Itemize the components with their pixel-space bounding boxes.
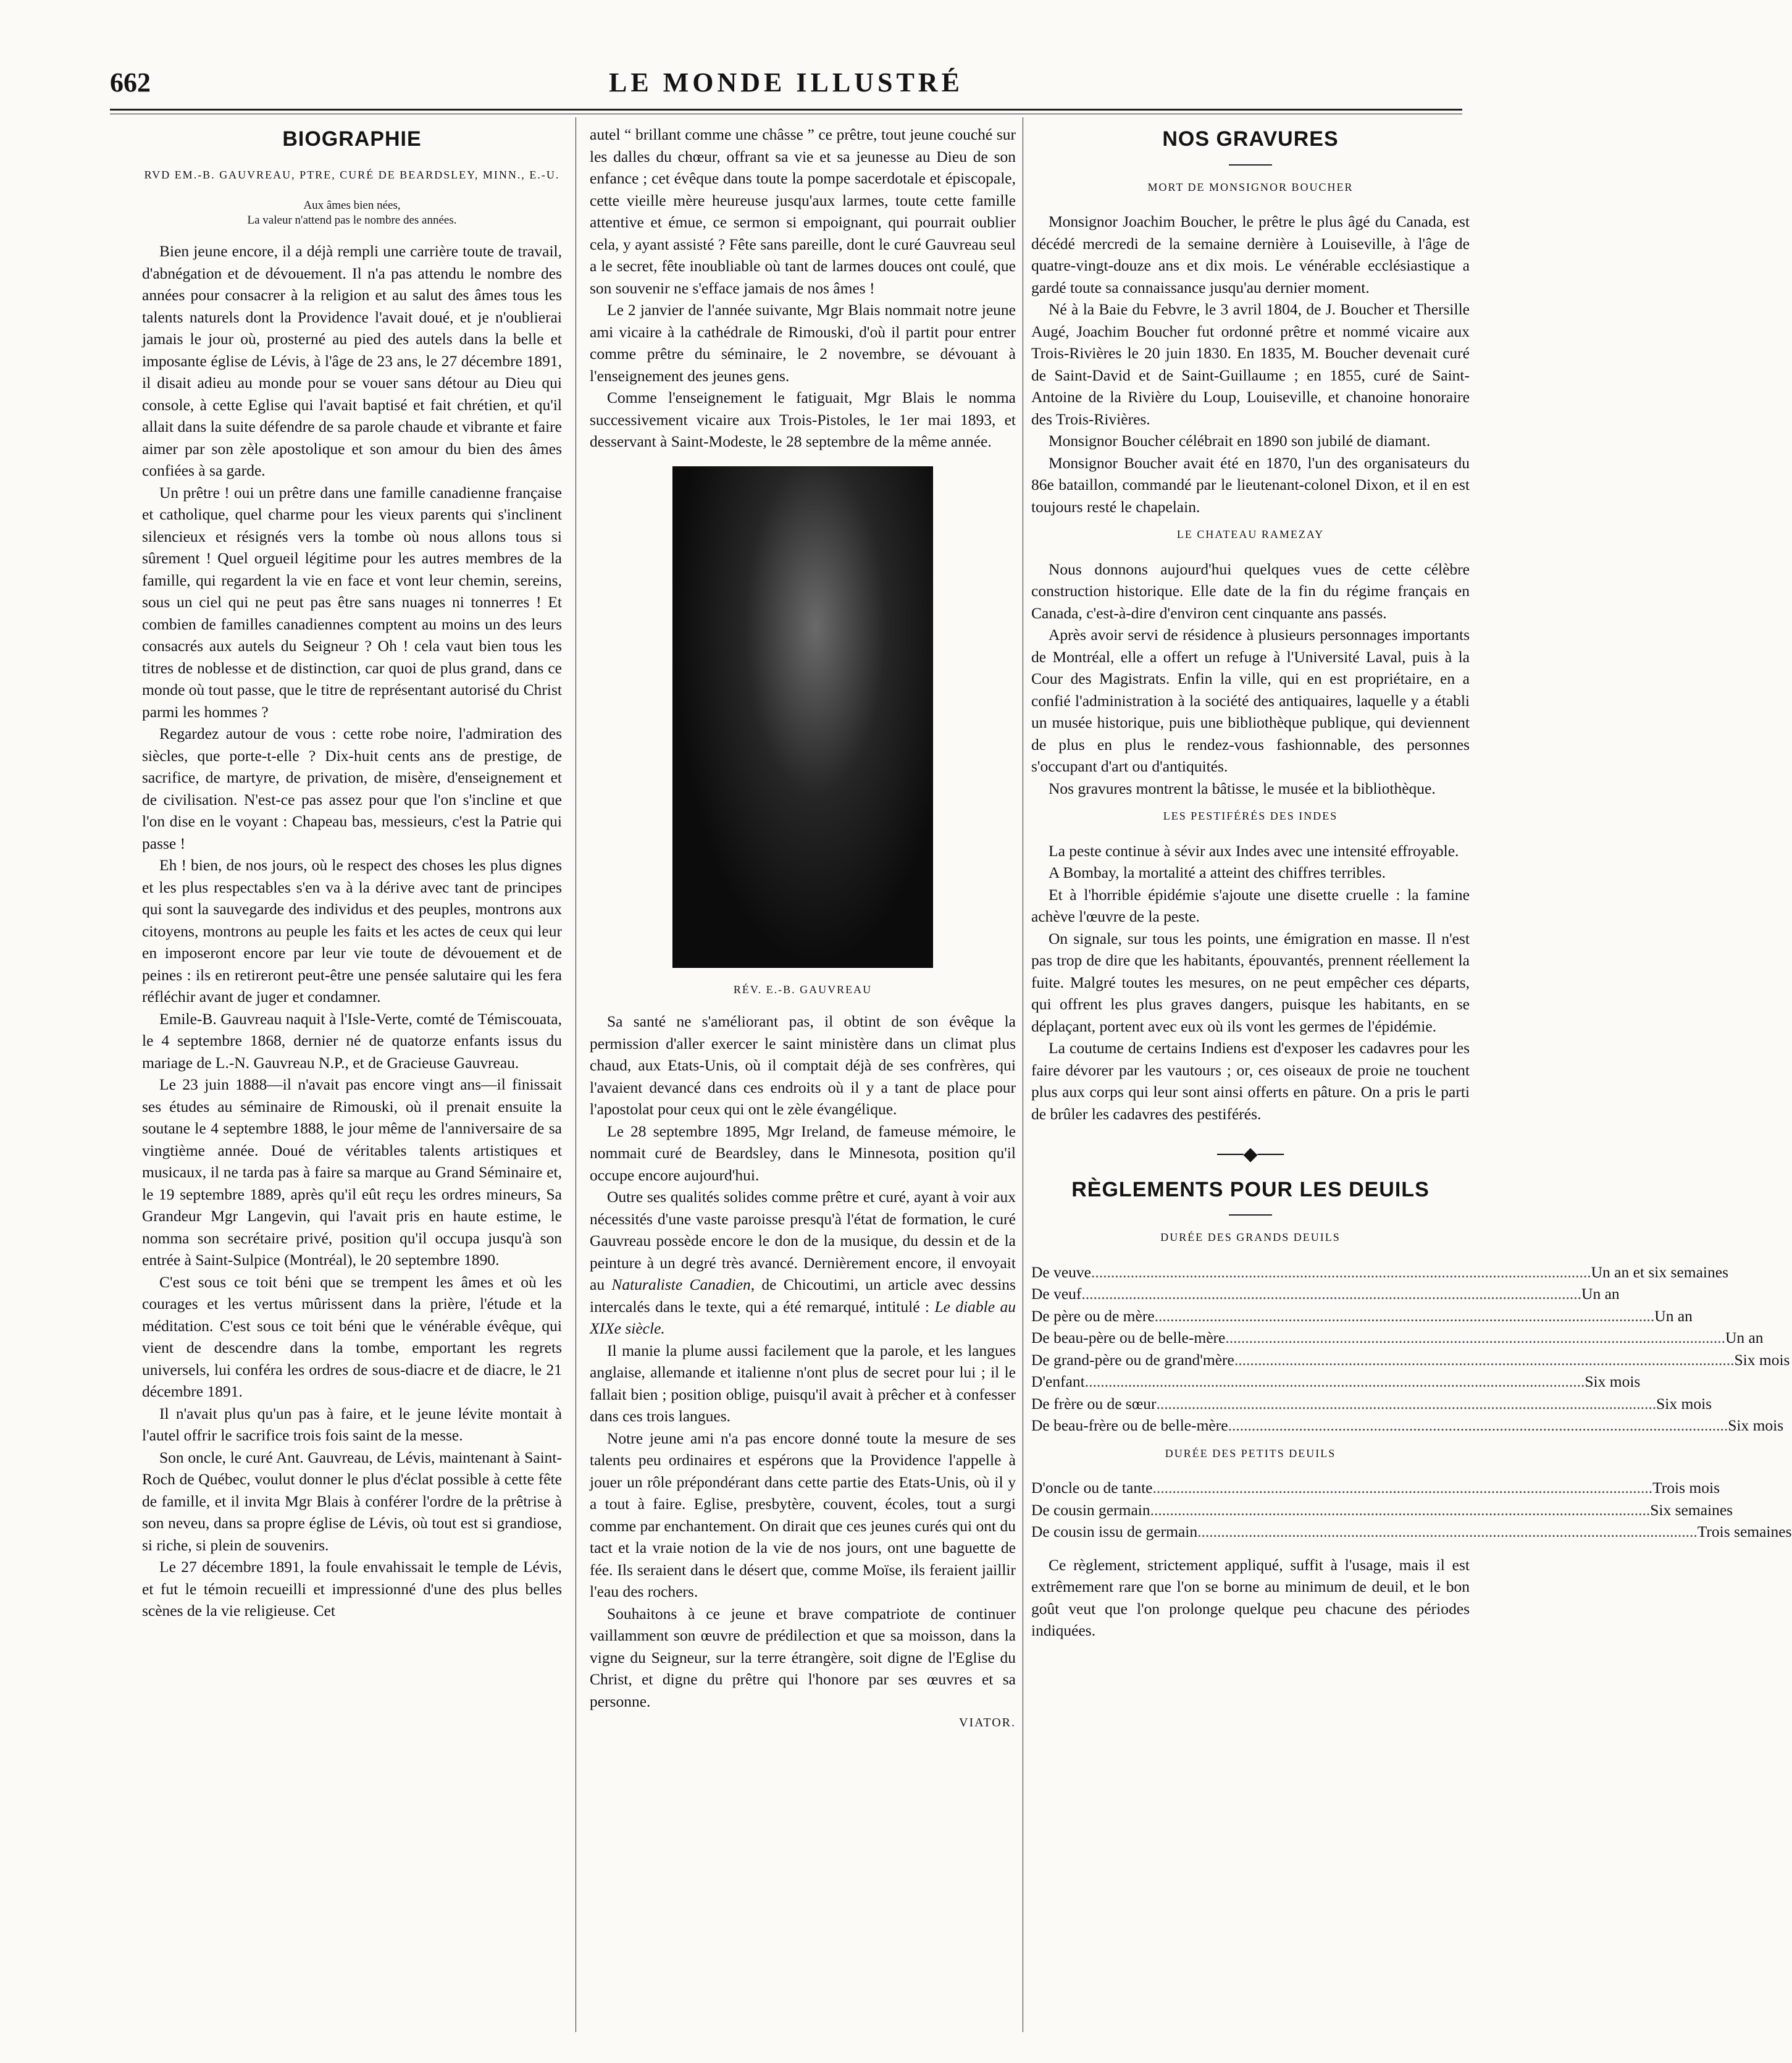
signature: VIATOR. <box>959 1716 1016 1729</box>
row-value: Six mois <box>1734 1350 1790 1369</box>
table-row <box>1031 1393 1712 1415</box>
paragraph: Regardez autour de vous : cette robe noire, l'admiration des siècles, que porte-t-elle ? Dix-huit cents ans de prestige, de sacrifice, de martyre, de privation, de misère, d'enseignement et de civilisation. N'est-ce pas assez pour que l'on s'incline et que l'on dise en le voyant : Chapeau bas, messieurs, c'est la Patrie qui passe ! <box>142 725 562 852</box>
paragraph: Nos gravures montrent la bâtisse, le musée et la bibliothèque. <box>1049 779 1436 797</box>
row-label: D'oncle ou de tante <box>1031 1479 1153 1497</box>
row-label: De beau-frère ou de belle-mère <box>1031 1416 1228 1434</box>
mourning-table-grands <box>1031 1261 1790 1437</box>
paragraph: autel “ brillant comme une châsse ” ce prêtre, tout jeune couché sur les dalles du chœur, offrant sa vie et sa jeunesse au Dieu de son enfance ; cet évêque dans toute la pompe sacerdotale et épiscopale, cette vieille mère heureuse jusqu'aux larmes, toute cette famille attentive et émue, ce sermon si empoignant, qui pourrait oublier cela, y ayant assisté ? Fête sans pareille, dont le curé Gauvreau seul a le secret, fête inoubliable où tant de larmes douces ont coulé, que son souvenir ne s'efface jamais de nos âmes ! <box>590 125 1016 297</box>
row-label: D'enfant <box>1031 1372 1085 1390</box>
row-value: Trois mois <box>1652 1479 1720 1497</box>
short-rule <box>1229 1214 1272 1216</box>
epigraph <box>142 198 562 228</box>
paragraph: Emile-B. Gauvreau naquit à l'Isle-Verte, comté de Témiscouata, le 4 septembre 1868, dernier né de quatorze enfants issus du mariage de L.-N. Gauvreau N.P., et de Gracieuse Gauvreau. <box>142 1009 562 1072</box>
photo-caption: RÉV. E.-B. GAUVREAU <box>733 983 873 996</box>
row-value: Trois semaines <box>1697 1523 1792 1540</box>
paragraph <box>590 1186 1016 1340</box>
table-row <box>1031 1521 1792 1543</box>
page-number: 662 <box>110 67 151 98</box>
short-rule <box>1229 164 1272 166</box>
row-value: Six mois <box>1656 1394 1712 1413</box>
page-header <box>110 67 1462 104</box>
paragraph: Eh ! bien, de nos jours, où le respect des choses les plus dignes et les plus respectables s'en va à la dérive avec tant de principes qui sont la sauvegarde des individus et des peuples, montrons aux citoyens, montrons au peuple les faits et les actes de ceux qui leur en imposeront encore par leur vie toute de dévouement et de peines : ils en retireront peut-être une pensée salutaire qui les fera réfléchir avant de juger et condamner. <box>142 856 562 1006</box>
paragraph: Monsignor Boucher avait été en 1870, l'un des organisateurs du 86e bataillon, commandé par le lieutenant-colonel Dixon, et il en est toujours resté le chapelain. <box>1031 453 1470 516</box>
paragraph: La coutume de certains Indiens est d'exposer les cadavres pour les faire dévorer par les vautours ; or, ces oiseaux de proie ne touchent plus aux corps qui leur sont ainsi offerts en pâture. On a pris le parti de brûler les cadavres des pestiférés. <box>1031 1039 1470 1123</box>
paragraph: Et à l'horrible épidémie s'ajoute une disette cruelle : la famine achève l'œuvre de la peste. <box>1031 885 1470 925</box>
paragraph: Monsignor Joachim Boucher, le prêtre le plus âgé du Canada, est décédé mercredi de la semaine dernière à Louiseville, à l'âge de quatre-vingt-douze ans et dix mois. Le vénérable ecclésiastique a gardé toute sa connaissance jusqu'au dernier moment. <box>1031 212 1470 296</box>
subsection-title: LE CHATEAU RAMEZAY <box>1176 528 1325 540</box>
row-value: Six semaines <box>1650 1500 1733 1519</box>
row-value: Un an <box>1581 1285 1620 1303</box>
table-row <box>1031 1349 1790 1371</box>
row-label: De cousin germain <box>1031 1500 1150 1519</box>
paragraph: Le 2 janvier de l'année suivante, Mgr Blais nommait notre jeune ami vicaire à la cathédrale de Rimouski, d'où il partit pour entrer comme prêtre du séminaire, le 2 novembre, se dévouant à l'enseignement des jeunes gens. <box>590 301 1016 385</box>
paragraph: Il manie la plume aussi facilement que la parole, et les langues anglaise, allemande et italienne n'ont plus de secret pour lui ; il le fallait bien ; position oblige, puisqu'il avait à prêcher et à confesser dans ces trois langues. <box>590 1341 1016 1425</box>
table-row <box>1031 1261 1728 1284</box>
paragraph: Monsignor Boucher célébrait en 1890 son jubilé de diamant. <box>1049 432 1431 450</box>
row-label: De beau-père ou de belle-mère <box>1031 1329 1226 1347</box>
paragraph: Le 27 décembre 1891, la foule envahissait le temple de Lévis, et fut le témoin recueilli et impressionné d'une des plus belles scènes de la vie religieuse. Cet <box>142 1558 562 1620</box>
journal-name: Naturaliste Canadien <box>611 1275 751 1293</box>
epigraph-line: Aux âmes bien nées, <box>303 199 401 212</box>
paragraph: C'est sous ce toit béni que se trempent les âmes et où les courages et les vertus mûrissent dans la prière, l'étude et la méditation. C'est sous ce toit béni que le vénérable évêque, qui vient de descendre dans la tombe, emportant les regrets universels, lui conféra les ordres de sous-diacre et de diacre, le 21 décembre 1891. <box>142 1272 562 1400</box>
header-rule <box>110 109 1462 111</box>
paragraph: Un prêtre ! oui un prêtre dans une famille canadienne française et catholique, quel charme pour les vieux parents qui s'inclinent silencieux et résignés vers la tombe où nous allons tous si sûrement ! Quel orgueil légitime pour les autres membres de la famille, qui regardent la vie en face et vont leur chemin, sereins, sous un ciel qui ne peut pas être sans nuages ni tonnerres ! Et combien de familles canadiennes comptent au moins un des leurs consacrés aux autels du Seigneur ? Oh ! cela vaut bien tous les titres de noblesse et de distinction, car quoi de plus grand, dans ce monde où tout passe, que le titre de représentant autorisé du Christ parmi les hommes ? <box>142 483 562 721</box>
column-3 <box>1031 124 1792 1642</box>
row-value: Un an et six semaines <box>1591 1263 1728 1281</box>
paragraph: Ce règlement, strictement appliqué, suffit à l'usage, mais il est extrêmement rare que l'on se borne au minimum de deuil, et le bon goût veut que l'on prolonge quelque peu chacune des périodes indiquées. <box>1031 1555 1470 1639</box>
article-subject: RVD EM.-B. GAUVREAU, PTRE, CURÉ DE BEARDSLEY, MINN., E.-U. <box>144 168 560 181</box>
row-label: De veuf <box>1031 1285 1082 1303</box>
subsection-title: MORT DE MONSIGNOR BOUCHER <box>1147 180 1354 193</box>
subsection-title: LES PESTIFÉRÉS DES INDES <box>1163 810 1338 822</box>
journal-title: LE MONDE ILLUSTRÉ <box>609 67 963 98</box>
paragraph: Sa santé ne s'améliorant pas, il obtint de son évêque la permission d'aller exercer le saint ministère dans un climat plus chaud, aux Etats-Unis, où il comptait déjà de ses confrères, qui l'avaient devancé dans ces endroits où il y a tant de place pour l'apostolat pour ceux qui ont le zèle évangélique. <box>590 1012 1016 1118</box>
table-row <box>1031 1499 1733 1521</box>
section-title-biographie: BIOGRAPHIE <box>282 127 422 151</box>
paragraph: Après avoir servi de résidence à plusieurs personnages importants de Montréal, elle a offert un refuge à l'Université Laval, puis à la Cour des Magistrats. Enfin la ville, qui en est propriétaire, en a confié l'administration à la société des antiquaires, laquelle y a établi un musée historique, puis une bibliothèque publique, qui deviennent de plus en plus le rendez-vous fashionnable, des personnes s'occupant d'art ou d'antiquités. <box>1031 626 1470 775</box>
table-row <box>1031 1371 1641 1393</box>
subsection-title: DURÉE DES GRANDS DEUILS <box>1160 1231 1341 1243</box>
row-value: Un an <box>1654 1306 1693 1325</box>
paragraph: La peste continue à sévir aux Indes avec une intensité effroyable. <box>1049 841 1459 860</box>
paragraph: Le 23 juin 1888—il n'avait pas encore vingt ans—il finissait ses études au séminaire de Rimouski, où il prenait ensuite la soutane le 4 septembre 1888, le jour même de l'anniversaire de sa vingtième année. Doué de véritables talents artistiques et musicaux, il ne tarda pas à faire sa marque au Grand Séminaire et, le 19 septembre 1889, après qu'il eût reçu les ordres mineurs, Sa Grandeur Mgr Langevin, qui l'avait pris en haute estime, le nomma son secrétaire privé, position qu'il occupa jusqu'à son entrée à Saint-Sulpice (Montréal), le 20 septembre 1890. <box>142 1075 562 1269</box>
row-label: De grand-père ou de grand'mère <box>1031 1350 1234 1369</box>
paragraph: Notre jeune ami n'a pas encore donné toute la mesure de ses talents peu ordinaires et espérons que la Providence l'appelle à jouer un rôle prépondérant dans cette partie des Etats-Unis, où il y a tout à faire. Eglise, presbytère, couvent, écoles, tout a surgi comme par enchantement. On dirait que ces jeunes curés qui ont du tact et la vraie notion de la vie de nos jours, ont une baguette de fée. Ils seraient dans le désert que, comme Moïse, ils feraient jaillir l'eau des rochers. <box>590 1429 1016 1600</box>
paragraph: A Bombay, la mortalité a atteint des chiffres terribles. <box>1049 863 1386 881</box>
paragraph: Il n'avait plus qu'un pas à faire, et le jeune lévite montait à l'autel offrir le sacrifice trois fois saint de la messe. <box>142 1404 562 1444</box>
paragraph: Le 28 septembre 1895, Mgr Ireland, de fameuse mémoire, le nommait curé de Beardsley, dans le Minnesota, position qu'il occupe encore aujourd'hui. <box>590 1122 1016 1184</box>
row-label: De frère ou de sœur <box>1031 1394 1157 1413</box>
mourning-table-petits <box>1031 1477 1792 1543</box>
text-run: , de Chicoutimi, un article avec dessins intercalés dans le texte, qui a été remarqué, intitulé : <box>590 1275 1016 1316</box>
row-label: De père ou de mère <box>1031 1306 1155 1325</box>
table-row <box>1031 1414 1784 1437</box>
subsection-title: DURÉE DES PETITS DEUILS <box>1165 1447 1336 1460</box>
paragraph: Comme l'enseignement le fatiguait, Mgr Blais le nomma successivement vicaire aux Trois-Pistoles, le 1er mai 1893, et desservant à Saint-Modeste, le 28 septembre de la même année. <box>590 389 1016 450</box>
section-title-gravures: NOS GRAVURES <box>1162 127 1339 151</box>
column-2 <box>590 124 1016 1734</box>
row-value: Six mois <box>1728 1416 1784 1434</box>
epigraph-line: La valeur n'attend pas le nombre des années. <box>247 214 457 227</box>
column-1 <box>142 124 562 1622</box>
section-title-deuils: RÈGLEMENTS POUR LES DEUILS <box>1071 1177 1430 1201</box>
portrait-photo <box>672 466 933 968</box>
ornament-divider: ──◆── <box>1216 1144 1284 1164</box>
row-value: Un an <box>1725 1329 1764 1347</box>
table-row <box>1031 1327 1764 1349</box>
paragraph: Nous donnons aujourd'hui quelques vues de cette célèbre construction historique. Elle date de la fin du régime français en Canada, c'est-à-dire d'environ cent cinquante ans passés. <box>1031 560 1470 622</box>
row-value: Six mois <box>1585 1372 1641 1390</box>
paragraph: On signale, sur tous les points, une émigration en masse. Il n'est pas trop de dire que les habitants, épouvantés, prennent réellement la fuite. Malgré toutes les mesures, on ne peut empêcher ces départs, qui offrent les plus graves dangers, puisque les habitants, en se déplaçant, portent avec eux où ils vont les germes de l'épidémie. <box>1031 929 1470 1035</box>
paragraph: Né à la Baie du Febvre, le 3 avril 1804, de J. Boucher et Thersille Augé, Joachim Boucher fut ordonné prêtre et nommé vicaire aux Trois-Rivières le 20 juin 1830. En 1835, M. Boucher devenait curé de Saint-David et de Saint-Guillaume ; en 1855, curé de Saint-Antoine de la Rivière du Loup, Louiseville, et chanoine honoraire des Trois-Rivières. <box>1031 300 1470 428</box>
paragraph: Son oncle, le curé Ant. Gauvreau, de Lévis, maintenant à Saint-Roch de Québec, voulut donner le plus d'éclat possible à cette fête de famille, et il invita Mgr Blais à conférer l'ordre de la prêtrise à son neveu, dans sa propre église de Lévis, où tout est si grandiose, si riche, si plein de souvenirs. <box>142 1448 562 1554</box>
table-row <box>1031 1477 1720 1499</box>
row-label: De cousin issu de germain <box>1031 1523 1198 1540</box>
table-row <box>1031 1305 1693 1327</box>
paragraph: Souhaitons à ce jeune et brave compatriote de continuer vaillamment son œuvre de prédilection et que sa moisson, dans la vigne du Seigneur, sur la terre étrangère, soit digne de l'Eglise du Christ, et digne du prêtre qui l'honore par ses œuvres et sa personne. <box>590 1604 1016 1710</box>
article-title: Le diable au XIXe siècle. <box>590 1297 1016 1337</box>
text-run: Outre ses qualités solides comme prêtre et curé, ayant à voir aux nécessités d'une vaste paroisse presqu'à l'état de formation, le curé Gauvreau possède encore le don de la musique, du dessin et de la peinture à un degré très avancé. Dernièrement encore, il envoyait au <box>590 1188 1016 1293</box>
row-label: De veuve <box>1031 1263 1091 1281</box>
paragraph: Bien jeune encore, il a déjà rempli une carrière toute de travail, d'abnégation et de dévouement. Il n'a pas attendu le nombre des années pour consacrer à la religion et au salut des âmes tous les talents naturels dont la Providence l'avait doué, et je n'oublierai jamais le jour où, prosterné au pied des autels dans la belle et imposante église de Lévis, à l'âge de 23 ans, le 27 décembre 1891, il disait adieu au monde pour se vouer sans détour au Dieu qui console, à cette Eglise qui l'avait baptisé et fait chrétien, et qu'il allait dans la suite défendre de sa parole chaude et vibrante et faire aimer par son zèle apostolique et son amour du bien des âmes confiées à sa garde. <box>142 242 562 479</box>
table-row <box>1031 1283 1620 1305</box>
